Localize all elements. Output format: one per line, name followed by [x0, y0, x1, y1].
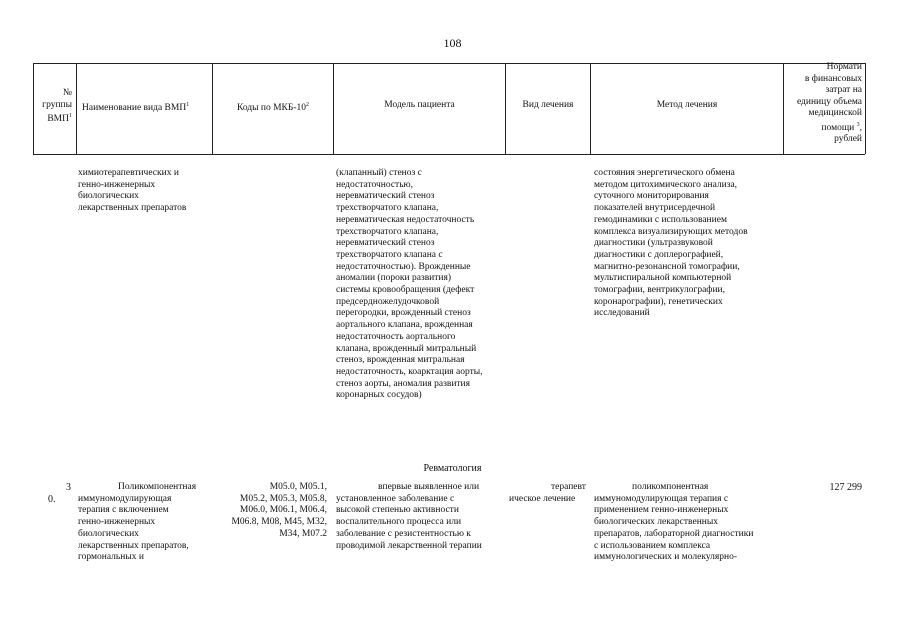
- page-number: 108: [443, 36, 462, 50]
- row-treatment-type: терапевт ическое лечение: [509, 482, 586, 504]
- row-group-number-part2: 0.: [48, 494, 56, 505]
- section-title: Ревматология: [423, 463, 482, 474]
- row-treatment-method: поликомпонентная иммуномодулирующая терапия с применением генно-инженерных биологических лекарственных препаратов, лабораторной диагностики с использованием комплекса иммунологических и молекулярно-: [594, 482, 754, 563]
- header-patient-model: Модель пациента: [384, 100, 455, 110]
- header-cost-norm: Нормати в финансовых затрат на единицу объема медицинской помощи $^3$, рублей: [796, 62, 862, 145]
- row-icd-codes: M05.0, M05.1, M05.2, M05.3, M05.8, M06.0, M06.1, M06.4, M06.8, M08, M45, M32, M34, M07.2: [231, 482, 327, 539]
- continuation-treatment-method: состояния энергетического обмена методом цитохимического анализа, суточного мониторирования показателей внутрисердечной гемодинамики с использованием комплекса визуализирующих методов диагностики (ультразвуковой диагностики с доплерографией, магнитно-резонансной томографии, мультиспиральной компьютерной томографии, вентрикулографии, коронарографии), генетических исследований: [594, 168, 748, 319]
- header-top-rule: [33, 63, 865, 64]
- header-treatment-type: Вид лечения: [522, 100, 574, 110]
- row-cost-norm: 127 299: [829, 482, 862, 493]
- row-vmp-name: Поликомпонентная иммуномодулирующая терапия с включением генно-инженерных биологических лекарственных препаратов, гормональных и: [78, 482, 197, 563]
- row-group-number-part1: 3: [66, 482, 71, 493]
- row-patient-model: впервые выявленное или установленное заболевание с высокой степенью активности воспалительного процесса или заболевание с резистентностью к проводимой лекарственной терапии: [336, 482, 482, 551]
- continuation-patient-model: (клапанный) стеноз с недостаточностью, неревматический стеноз трехстворчатого клапана, неревматическая недостаточность трехстворчатого клапана, неревматический стеноз трехстворчатого клапана с недостаточностью). Врожденные аномалии (пороки развития) системы кровообращения (дефект предсердножелудочковой перегородки, врожденный стеноз аортального клапана, врожденная недостаточность аортального клапана, врожденный митральный стеноз, врожденная митральная недостаточность, коарктация аорты, стеноз аорты, аномалия развития коронарных сосудов): [336, 168, 483, 401]
- header-bottom-rule: [33, 154, 865, 155]
- header-treatment-method: Метод лечения: [656, 100, 718, 110]
- header-vmp-name: Наименование вида ВМП$^1$: [82, 102, 190, 114]
- continuation-vmp-name: химиотерапевтических и генно-инженерных биологических лекарственных препаратов: [78, 168, 187, 214]
- header-icd-codes: Коды по МКБ-$10^2$: [236, 102, 310, 114]
- header-group-number: № группы ВМП$^1$: [42, 88, 72, 125]
- col-divider: [865, 63, 866, 154]
- col-divider: [76, 63, 77, 154]
